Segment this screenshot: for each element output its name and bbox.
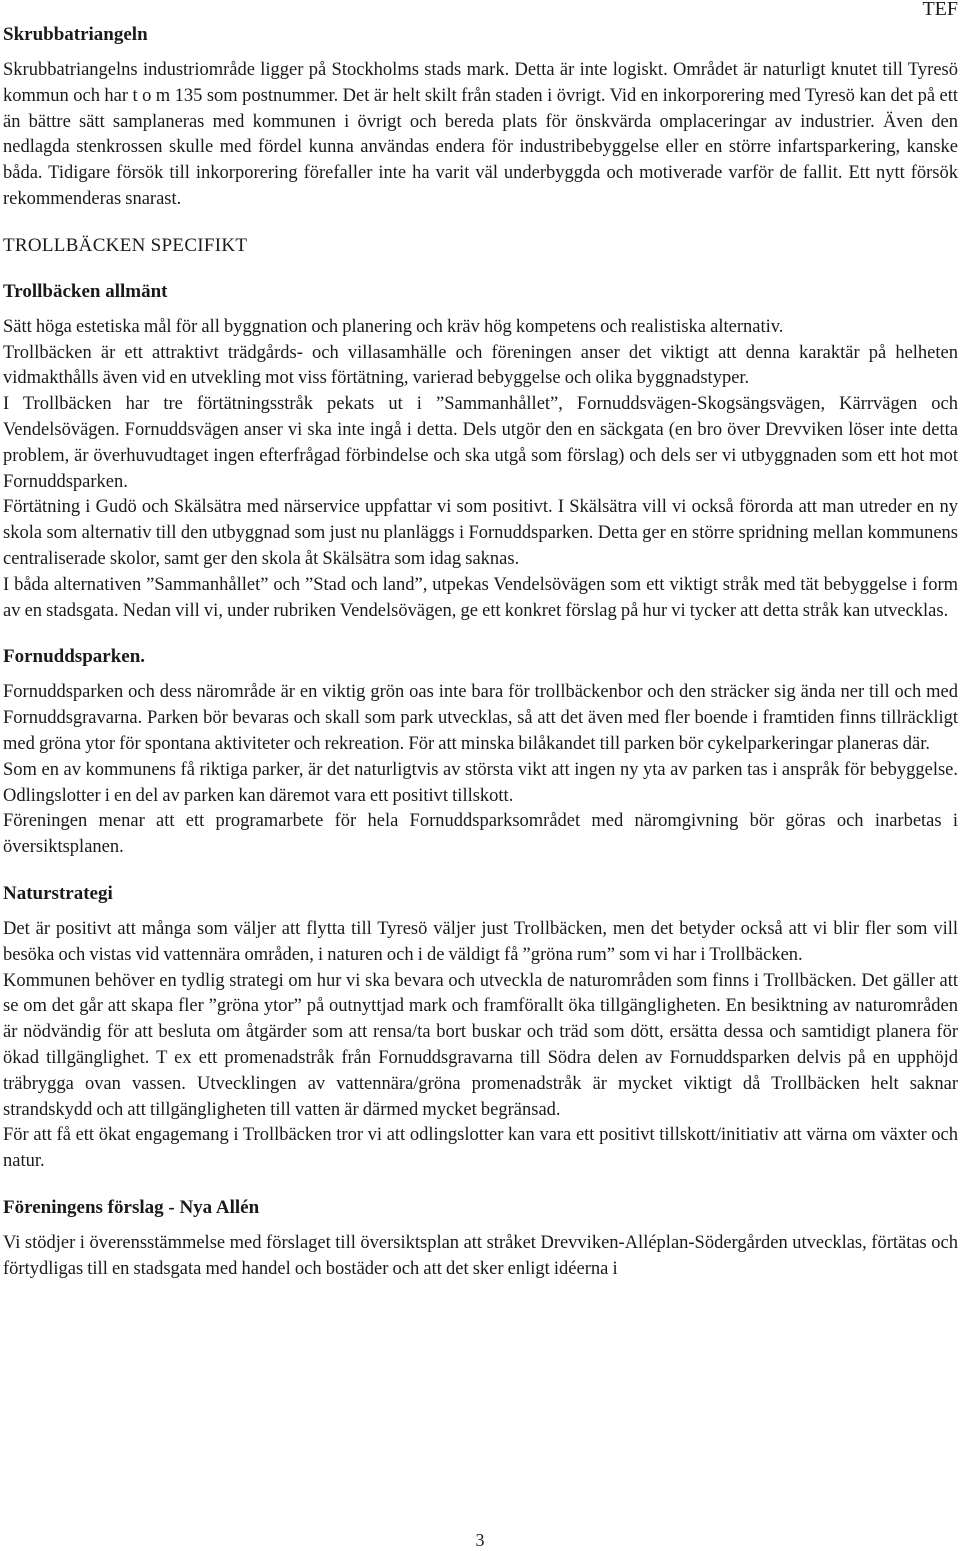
heading-naturstrategi: Naturstrategi	[3, 882, 113, 904]
paragraph-naturstrategi-1: Det är positivt att många som väljer att flytta till Tyresö väljer just Trollbäcken, men det betyder också att vi blir fler som vill besöka och vistas vid vattennära områden, i naturen och i de väldigt få ”gröna rum” som vi har i Trollbäcken.	[3, 918, 958, 965]
paragraph-naturstrategi-3: För att få ett ökat engagemang i Trollbäcken tror vi att odlingslotter kan vara ett positivt tillskott/initiativ att värna om växter och natur.	[3, 1125, 958, 1172]
paragraph-allmant-5: I båda alternativen ”Sammanhållet” och ”Stad och land”, utpekas Vendelsövägen som ett viktigt stråk med tät bebyggelse i form av en stadsgata. Nedan vill vi, under rubriken Vendelsövägen, ge ett konkret förslag på hur vi tycker att detta stråk kan utvecklas.	[3, 574, 958, 621]
paragraph-skrubbatriangeln: Skrubbatriangelns industriområde ligger på Stockholms stads mark. Detta är inte logiskt. Området är naturligt knutet till Tyresö kommun och har t o m 135 som postnummer. Det är helt skilt från staden i övrigt. Vid en inkorporering med Tyresö kan det på ett än bättre sätt samplaneras med kommunen i övrigt och bereda plats för önskvärda omplaceringar av industrier. Även den nedlagda stenkrossen skulle med fördel kunna användas endera för industribebyggelse eller en större infartsparkering, kanske båda. Tidigare försök till inkorporering förefaller inte ha varit väl underbyggda och motiverade varför de fallit. Ett nytt försök rekommenderas snarast.	[3, 60, 958, 209]
paragraph-allmant-4: Förtätning i Gudö och Skälsätra med närservice uppfattar vi som positivt. I Skälsätra vill vi också förorda att man utreder en ny skola som alternativ till den utbyggnad som just nu planläggs i Fornuddsparken. Detta ger en större spridning mellan kommunens centraliserade skolor, samt ger den skola åt Skälsätra som idag saknas.	[3, 497, 958, 569]
section-heading-trollbacken-specifikt: TROLLBÄCKEN SPECIFIKT	[3, 234, 248, 256]
paragraph-allmant-1: Sätt höga estetiska mål för all byggnation och planering och kräv hög kompetens och realistiska alternativ.	[3, 316, 784, 337]
paragraph-allmant-2: Trollbäcken är ett attraktivt trädgårds- och villasamhälle och föreningen anser det viktigt att denna karaktär på helheten vidmakthålls även vid en utvekling mot viss förtätning, varierad bebyggelse och olika byggnadstyper.	[3, 342, 958, 389]
paragraph-fornuddsparken-3: Föreningen menar att ett programarbete för hela Fornuddsparksområdet med näromgivning bör göras och inarbetas i översiktsplanen.	[3, 811, 958, 858]
document-content	[3, 22, 958, 1282]
heading-fornuddsparken: Fornuddsparken.	[3, 646, 146, 668]
paragraph-fornuddsparken-2: Som en av kommunens få riktiga parker, är det naturligtvis av största vikt att ingen ny yta av parken tas i anspråk för bebyggelse. Odlingslotter i en del av parken kan däremot vara ett positivt tillskott.	[3, 759, 958, 806]
paragraph-nya-allen: Vi stödjer i överensstämmelse med förslaget till översiktsplan att stråket Drevviken-Alléplan-Södergården utvecklas, förtätas och förtydligas till en stadsgata med handel och bostäder och att det sker enligt idéerna i	[3, 1232, 958, 1279]
paragraph-fornuddsparken-1: Fornuddsparken och dess närområde är en viktig grön oas inte bara för trollbäckenbor och den sträcker sig ända ner till och med Fornuddsgravarna. Parken bör bevaras och skall som park utvecklas, så att det även med fler boende i framtiden finns tillräckligt med gröna ytor för spontana aktiviteter och rekreation. För att minska bilåkandet till parken bör cykelparkeringar planeras där.	[3, 682, 958, 754]
page-number: 3	[475, 1530, 485, 1550]
paragraph-allmant-3: I Trollbäcken har tre förtätningsstråk pekats ut i ”Sammanhållet”, Fornuddsvägen-Skogsängsvägen, Kärrvägen och Vendelsövägen. Fornuddsvägen anser vi ska inte ingå i detta. Dels utgör den en säckgata (en bro över Drevviken löser inte detta problem, är överhuvudtaget ingen efterfrågad förbindelse och ska utgå som förslag) och dels ser vi utbyggnaden som ett hot mot Fornuddsparken.	[3, 394, 958, 492]
paragraph-naturstrategi-2: Kommunen behöver en tydlig strategi om hur vi ska bevara och utveckla de naturområden som finns i Trollbäcken. Det gäller att se om det går att skapa fler ”gröna ytor” på outnyttjad mark och framförallt öka tillgängligheten. En besiktning av naturområden är nödvändig för att besluta om åtgärder som att rensa/ta bort buskar och träd som dött, ersätta dessa och samtidigt planera för ökad tillgänglighet. T ex ett promenadstråk från Fornuddsgravarna till Södra delen av Fornuddsparken delvis på en upphöjd träbrygga ovan vassen. Utvecklingen av vattennära/gröna promenadstråk är mycket viktigt då Trollbäcken helt saknar strandskydd och att tillgängligheten till vatten är därmed mycket begränsad.	[3, 970, 958, 1120]
heading-nya-allen: Föreningens förslag - Nya Allén	[3, 1196, 260, 1218]
heading-trollbacken-allmant: Trollbäcken allmänt	[3, 280, 168, 302]
header-mark: TEF	[922, 0, 958, 20]
heading-skrubbatriangeln: Skrubbatriangeln	[3, 24, 148, 45]
